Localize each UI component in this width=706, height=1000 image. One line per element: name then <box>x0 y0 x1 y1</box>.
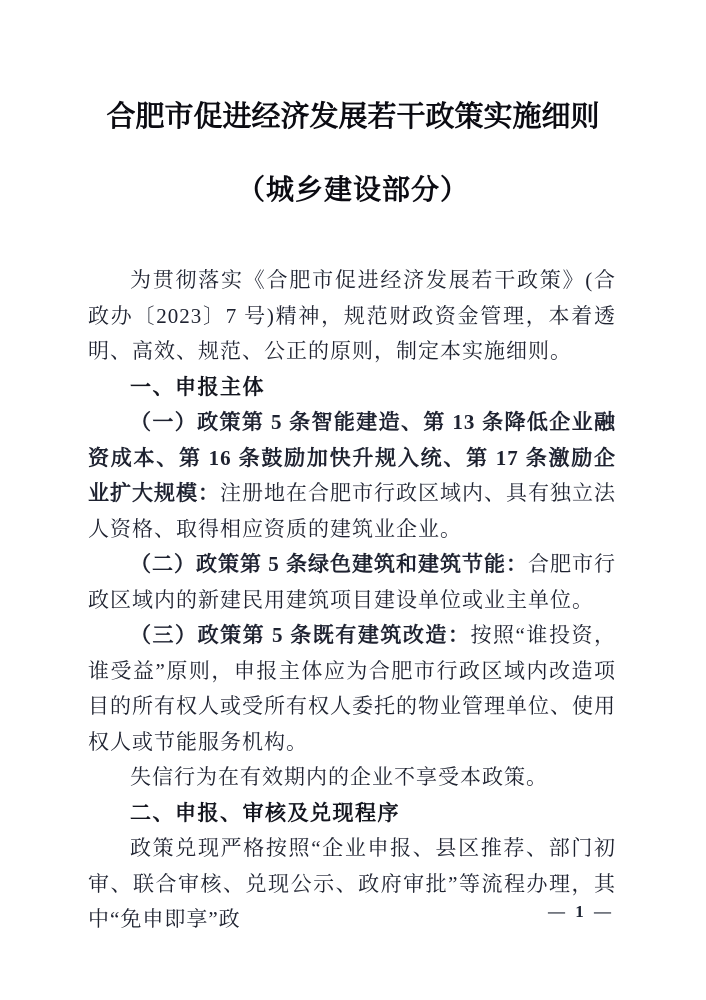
section-heading-2 <box>88 796 616 832</box>
paragraph-text: 按照“谁投资，谁受益”原则，申报主体应为合肥市行政区域内改造项目的所有权人或受所有权人委托的物业管理单位、使用权人或节能服务机构。 <box>88 623 617 754</box>
paragraph-procedure <box>88 831 616 938</box>
section-heading-text: 一、申报主体 <box>130 375 265 399</box>
paragraph-preamble <box>88 263 616 370</box>
paragraph-text: 注册地在合肥市行政区域内、具有独立法人资格、取得相应资质的建筑业企业。 <box>88 481 616 541</box>
paragraph-dishonesty-note <box>88 760 616 796</box>
document-subtitle: （城乡建设部分） <box>236 175 469 206</box>
paragraph-lead: （三）政策第 5 条既有建筑改造： <box>130 623 471 647</box>
document-body <box>88 263 616 938</box>
paragraph-text: 为贯彻落实《合肥市促进经济发展若干政策》(合政办〔2023〕7 号)精神，规范财政资金管理，本着透明、高效、规范、公正的原则，制定本实施细则。 <box>88 268 616 363</box>
paragraph-item-3 <box>88 618 616 760</box>
paragraph-lead: （二）政策第 5 条绿色建筑和建筑节能： <box>130 552 528 576</box>
paragraph-item-2 <box>88 547 616 618</box>
paragraph-item-1 <box>88 405 616 547</box>
paragraph-text: 政策兑现严格按照“企业申报、县区推荐、部门初审、联合审核、兑现公示、政府审批”等流程办理，其中“免申即享”政 <box>88 836 616 931</box>
page-number: — 1 — <box>548 902 614 921</box>
section-heading-1 <box>88 370 616 406</box>
paragraph-text: 失信行为在有效期内的企业不享受本政策。 <box>130 765 548 789</box>
document-title: 合肥市促进经济发展若干政策实施细则 <box>106 101 600 133</box>
paragraph-text: 合肥市行政区域内的新建民用建筑项目建设单位或业主单位。 <box>88 552 616 612</box>
section-heading-text: 二、申报、审核及兑现程序 <box>130 801 400 825</box>
paragraph-lead: （一）政策第 5 条智能建造、第 13 条降低企业融资成本、第 16 条鼓励加快升规入统、第 17 条激励企业扩大规模： <box>88 410 616 505</box>
